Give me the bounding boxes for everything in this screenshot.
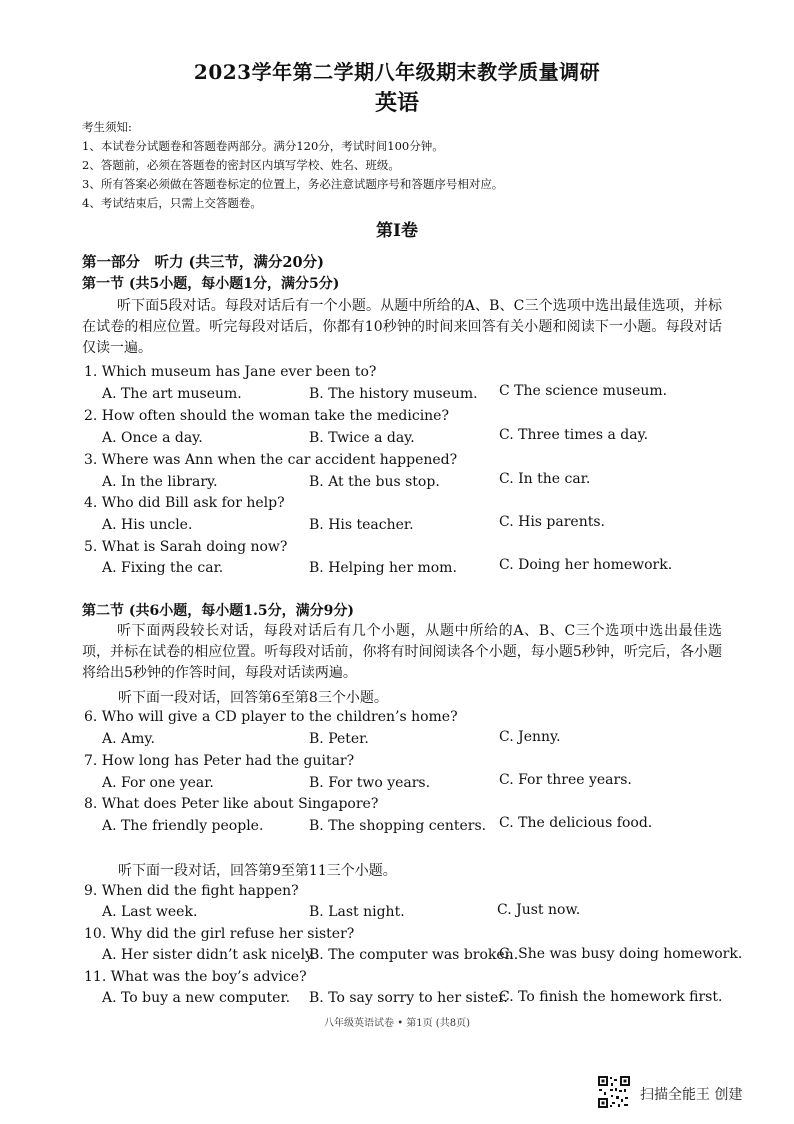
- option-a: A. Once a day.: [102, 430, 203, 446]
- section-instruction: 听下面5段对话。每段对话后有一个小题。从题中所给的A、B、C三个选项中选出最佳选项，并标在试卷的相应位置。听完每段对话后，你都有10秒钟的时间来回答有关小题和阅读下一小题。每段对话仅读一遍。: [82, 298, 722, 356]
- option-c: C. Just now.: [497, 902, 581, 918]
- section-heading: 第二节 (共6小题，每小题1.5分，满分9分): [82, 603, 354, 619]
- volume-heading: 第I卷: [376, 221, 418, 241]
- option-b: B. To say sorry to her sister.: [309, 990, 508, 1006]
- option-a: A. The friendly people.: [102, 818, 264, 834]
- qr-code-icon: [597, 1075, 631, 1109]
- dialogue-instruction: 听下面一段对话，回答第6至第8三个小题。: [118, 690, 388, 706]
- option-b: B. His teacher.: [309, 517, 414, 533]
- option-a: A. Her sister didn’t ask nicely.: [102, 947, 316, 963]
- option-c: C. In the car.: [499, 471, 591, 487]
- option-c: C. Three times a day.: [499, 427, 649, 443]
- option-c: C. For three years.: [499, 772, 632, 788]
- option-a: A. Last week.: [102, 904, 198, 920]
- option-b: B. The computer was broken.: [309, 947, 519, 963]
- option-a: A. For one year.: [102, 775, 214, 791]
- option-b: B. Last night.: [309, 904, 405, 920]
- option-c: C. Doing her homework.: [499, 557, 673, 573]
- notice-item: 2、答题前，必须在答题卷的密封区内填写学校、姓名、班级。: [82, 158, 400, 172]
- question-text: 6. Who will give a CD player to the children’s home?: [84, 709, 458, 725]
- question-text: 8. What does Peter like about Singapore?: [84, 796, 379, 812]
- option-a: A. In the library.: [102, 474, 218, 490]
- option-b: B. Twice a day.: [309, 430, 415, 446]
- question-text: 11. What was the boy’s advice?: [84, 969, 307, 985]
- option-c: C. The delicious food.: [499, 815, 653, 831]
- question-text: 3. Where was Ann when the car accident happened?: [84, 452, 458, 468]
- option-a: A. Amy.: [102, 731, 155, 747]
- option-c: C. Jenny.: [499, 729, 561, 745]
- question-text: 5. What is Sarah doing now?: [84, 539, 288, 555]
- option-b: B. Helping her mom.: [309, 560, 457, 576]
- section-instruction: 听下面两段较长对话，每段对话后有几个小题，从题中所给的A、B、C三个选项中选出最佳选项，并标在试卷的相应位置。听每段对话前，你将有时间阅读各个小题，每小题5秒钟，听完后，各小题将给出5秒钟的作答时间，每段对话读两遍。: [82, 623, 722, 681]
- question-text: 9. When did the fight happen?: [84, 883, 299, 899]
- option-c: C. His parents.: [499, 514, 605, 530]
- question-text: 4. Who did Bill ask for help?: [84, 495, 285, 511]
- option-b: B. The history museum.: [309, 386, 478, 402]
- option-b: B. The shopping centers.: [309, 818, 487, 834]
- option-c: C. To finish the homework first.: [499, 989, 723, 1005]
- option-c: C. She was busy doing homework.: [499, 946, 743, 962]
- notice-item: 4、考试结束后，只需上交答题卷。: [82, 196, 262, 210]
- scanner-watermark: 扫描全能王 创建: [640, 1087, 743, 1103]
- part-heading: 第一部分 听力 (共三节，满分20分): [82, 254, 324, 271]
- question-text: 1. Which museum has Jane ever been to?: [84, 364, 377, 380]
- page-footer: 八年级英语试卷 • 第1页 (共8页): [324, 1018, 470, 1029]
- notice-item: 3、所有答案必须做在答题卷标定的位置上，务必注意试题序号和答题序号相对应。: [82, 177, 504, 191]
- subject-title: 英语: [374, 90, 419, 116]
- dialogue-instruction: 听下面一段对话，回答第9至第11三个小题。: [118, 863, 397, 879]
- section-heading: 第一节 (共5小题，每小题1分，满分5分): [82, 276, 340, 292]
- exam-title: 2023学年第二学期八年级期末教学质量调研: [193, 60, 601, 84]
- question-text: 7. How long has Peter had the guitar?: [84, 753, 355, 769]
- option-a: A. His uncle.: [102, 517, 193, 533]
- option-a: A. To buy a new computer.: [102, 990, 291, 1006]
- notice-heading: 考生须知:: [82, 120, 132, 134]
- candidate-notice: [82, 118, 503, 213]
- option-c: C The science museum.: [499, 383, 668, 399]
- option-a: A. The art museum.: [102, 386, 242, 402]
- option-b: B. At the bus stop.: [309, 474, 440, 490]
- notice-item: 1、本试卷分试题卷和答题卷两部分。满分120分，考试时间100分钟。: [82, 139, 444, 153]
- option-b: B. For two years.: [309, 775, 431, 791]
- question-text: 2. How often should the woman take the medicine?: [84, 408, 449, 424]
- question-text: 10. Why did the girl refuse her sister?: [84, 926, 355, 942]
- option-b: B. Peter.: [309, 731, 369, 747]
- option-a: A. Fixing the car.: [102, 560, 224, 576]
